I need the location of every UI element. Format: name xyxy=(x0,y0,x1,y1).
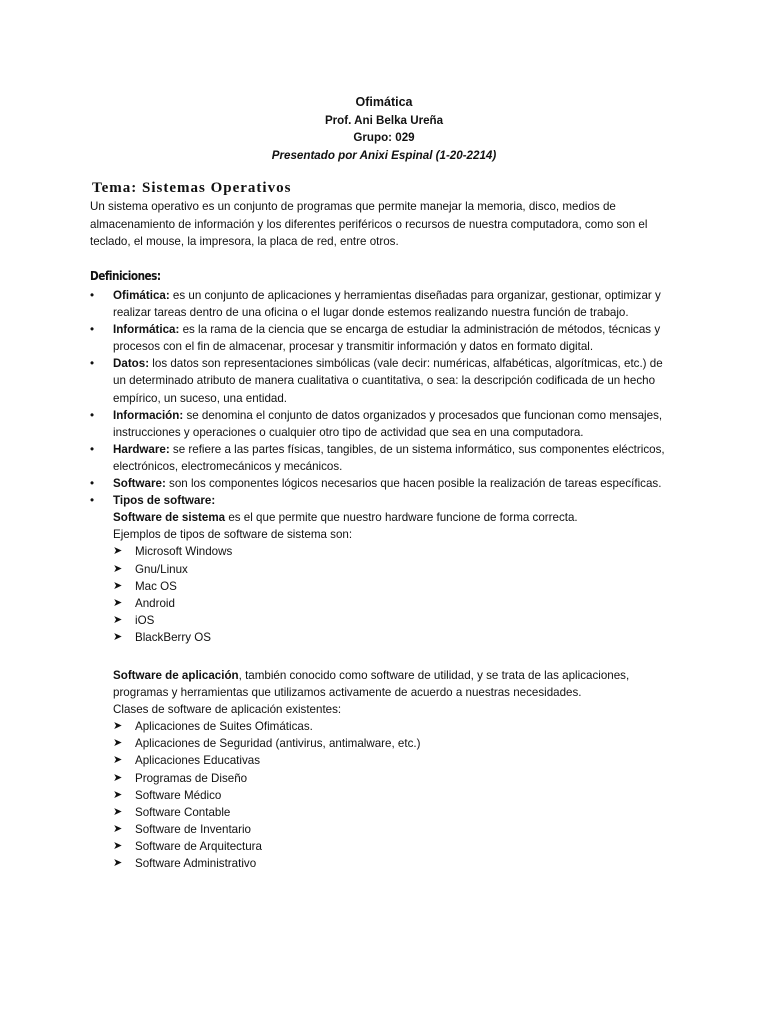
list-item-label: Software de Inventario xyxy=(135,822,252,836)
bullet-icon: • xyxy=(90,477,95,491)
definition-term: Datos: xyxy=(113,357,150,371)
definition-item-tipos xyxy=(90,492,670,646)
system-software-term: Software de sistema xyxy=(113,511,226,525)
application-software-paragraph xyxy=(113,667,683,701)
definitions-heading: Definiciones: xyxy=(90,268,161,283)
system-software-line xyxy=(113,509,670,526)
system-software-text: es el que permite que nuestro hardware funcione de forma correcta. xyxy=(225,511,578,525)
arrow-bullet-icon: ➤ xyxy=(113,771,123,784)
arrow-bullet-icon: ➤ xyxy=(113,720,123,733)
arrow-bullet-icon: ➤ xyxy=(113,737,123,750)
bullet-icon: • xyxy=(90,323,95,337)
definition-term: Informática: xyxy=(113,323,180,337)
arrow-bullet-icon: ➤ xyxy=(113,630,123,643)
bullet-icon: • xyxy=(90,494,95,508)
definition-text: son los componentes lógicos necesarios que hacen posible la realización de tareas específicas. xyxy=(165,477,662,491)
list-item xyxy=(113,629,670,646)
arrow-bullet-icon: ➤ xyxy=(113,545,123,558)
list-item-label: Software Contable xyxy=(135,805,231,819)
definition-item xyxy=(90,475,670,492)
list-item xyxy=(113,718,683,735)
list-item xyxy=(113,787,683,804)
list-item xyxy=(113,770,683,787)
list-item-label: Software Médico xyxy=(135,788,222,802)
list-item-label: Aplicaciones Educativas xyxy=(135,754,261,768)
definition-item xyxy=(90,355,670,406)
professor-line: Prof. Ani Belka Ureña xyxy=(324,113,444,127)
list-item-label: Aplicaciones de Suites Ofimáticas. xyxy=(135,720,313,734)
arrow-bullet-icon: ➤ xyxy=(113,839,123,852)
presented-by-line: Presentado por Anixi Espinal (1-20-2214) xyxy=(271,148,497,162)
arrow-bullet-icon: ➤ xyxy=(113,613,123,626)
list-item xyxy=(113,804,683,821)
definition-term: Hardware: xyxy=(113,442,170,456)
list-item xyxy=(113,578,670,595)
list-item-label: Gnu/Linux xyxy=(135,562,188,576)
arrow-bullet-icon: ➤ xyxy=(113,857,123,870)
arrow-bullet-icon: ➤ xyxy=(113,822,123,835)
system-examples-list xyxy=(113,543,670,646)
definition-text: los datos son representaciones simbólicas (vale decir: numéricas, alfabéticas, algorítmicas, etc.) de un determinado atributo de manera cualitativa o cuantitativa, o sea: la descripción codificada de un hecho empírico, un suceso, una entidad. xyxy=(113,357,663,405)
definition-item xyxy=(90,441,670,475)
list-item-label: Software de Arquitectura xyxy=(135,839,262,853)
list-item xyxy=(113,855,683,872)
arrow-bullet-icon: ➤ xyxy=(113,754,123,767)
bullet-icon: • xyxy=(90,357,95,371)
list-item-label: Software Administrativo xyxy=(135,857,257,871)
system-examples-intro: Ejemplos de tipos de software de sistema son: xyxy=(113,528,353,542)
topic-heading: Tema: Sistemas Operativos xyxy=(92,180,292,196)
list-item-label: Aplicaciones de Seguridad (antivirus, antimalware, etc.) xyxy=(135,737,421,751)
definition-item xyxy=(90,287,670,321)
arrow-bullet-icon: ➤ xyxy=(113,562,123,575)
document-title: Ofimática xyxy=(355,95,413,109)
list-item xyxy=(113,821,683,838)
application-classes-list xyxy=(113,718,683,872)
definition-text: es un conjunto de aplicaciones y herramientas diseñadas para organizar, gestionar, optimizar y realizar tareas dentro de una oficina o el lugar donde estemos realizando nuestra función de trabajo. xyxy=(113,289,661,320)
definition-item xyxy=(90,321,670,355)
list-item xyxy=(113,752,683,769)
document-header xyxy=(0,94,768,164)
list-item xyxy=(113,543,670,560)
list-item-label: BlackBerry OS xyxy=(135,630,212,644)
definition-term: Ofimática: xyxy=(113,289,170,302)
list-item xyxy=(113,595,670,612)
arrow-bullet-icon: ➤ xyxy=(113,805,123,818)
list-item xyxy=(113,561,670,578)
list-item xyxy=(113,612,670,629)
list-item xyxy=(113,838,683,855)
list-item-label: iOS xyxy=(135,613,155,627)
definition-item xyxy=(90,407,670,441)
definition-term: Información: xyxy=(113,408,184,422)
list-item-label: Programas de Diseño xyxy=(135,771,248,785)
definition-text: es la rama de la ciencia que se encarga de estudiar la administración de métodos, técnicas y procesos con el fin de almacenar, procesar y transmitir información y datos en formato digital. xyxy=(113,323,661,354)
definition-text: se refiere a las partes físicas, tangibles, de un sistema informático, sus componentes eléctricos, electrónicos, electromecánicos y mecánicos. xyxy=(113,442,665,473)
definition-term: Tipos de software: xyxy=(113,494,216,508)
arrow-bullet-icon: ➤ xyxy=(113,788,123,801)
list-item xyxy=(113,735,683,752)
definition-term: Software: xyxy=(113,477,166,491)
bullet-icon: • xyxy=(90,289,95,302)
definitions-list xyxy=(90,287,670,646)
application-software-text: , también conocido como software de utilidad, y se trata de las aplicaciones, programas y herramientas que utilizamos activamente de acuerdo a nuestras necesidades. xyxy=(113,669,630,700)
application-classes-intro: Clases de software de aplicación existentes: xyxy=(113,703,342,717)
list-item-label: Microsoft Windows xyxy=(135,545,233,559)
intro-paragraph: Un sistema operativo es un conjunto de programas que permite manejar la memoria, disco, medios de almacenamiento de información y los diferentes periféricos o recursos de nuestra computadora, como son el teclado, el mouse, la impresora, la placa de red, entre otros. xyxy=(90,200,648,248)
group-line: Grupo: 029 xyxy=(353,131,415,144)
list-item-label: Android xyxy=(135,596,175,610)
bullet-icon: • xyxy=(90,442,95,456)
application-software-section xyxy=(113,667,683,872)
arrow-bullet-icon: ➤ xyxy=(113,596,123,609)
bullet-icon: • xyxy=(90,408,95,422)
definition-text: se denomina el conjunto de datos organizados y procesados que funcionan como mensajes, instrucciones y operaciones o cualquier otro tipo de actividad que sea en una computadora. xyxy=(113,408,663,439)
list-item-label: Mac OS xyxy=(135,579,177,593)
arrow-bullet-icon: ➤ xyxy=(113,579,123,592)
application-software-term: Software de aplicación xyxy=(113,669,239,682)
